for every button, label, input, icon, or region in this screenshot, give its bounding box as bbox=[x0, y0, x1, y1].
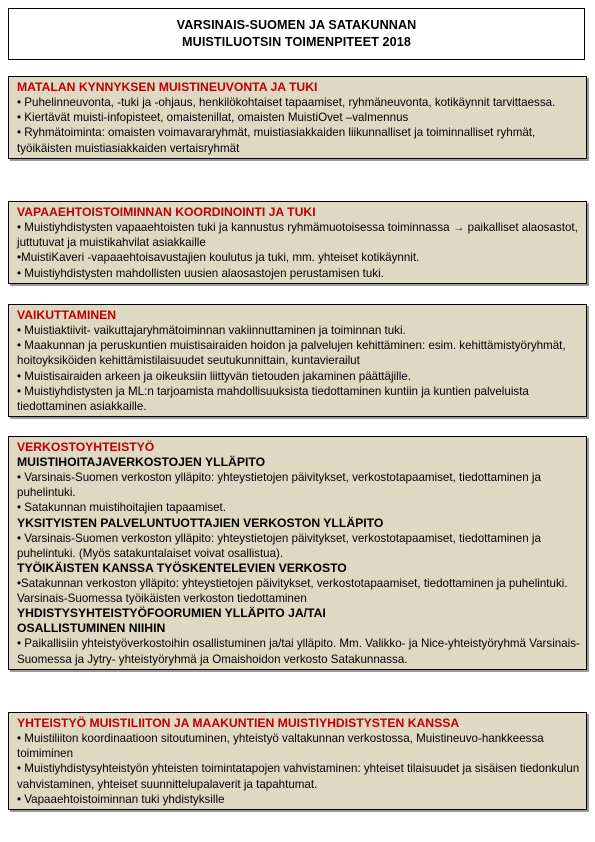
section-heading: YHTEISTYÖ MUISTILIITON JA MAAKUNTIEN MUISTIYHDISTYSTEN KANSSA bbox=[17, 716, 460, 730]
list-item: • Muistiyhdistysyhteistyön yhteisten toimintatapojen vahvistaminen: yhteiset tilaisuudet ja sisäisen tiedonkulun vahvistaminen, yhteiset suunnittelupalaverit ja tapahtumat. bbox=[17, 762, 580, 791]
section-heading: VERKOSTOYHTEISTYÖ bbox=[17, 440, 155, 454]
list-item: • Muistiyhdistysten ja ML:n tarjoamista mahdollisuuksista tiedottaminen kuntiin ja kuntien palveluista tiedottaminen asiakkaille. bbox=[17, 384, 529, 414]
section-heading: VAPAAEHTOISTOIMINNAN KOORDINOINTI JA TUKI bbox=[17, 205, 316, 219]
list-item: • Muistiaktiivit- vaikuttajaryhmätoiminnan vakiinnuttaminen ja toiminnan tuki. bbox=[17, 324, 406, 337]
subsection-heading: YKSITYISTEN PALVELUNTUOTTAJIEN VERKOSTON YLLÄPITO bbox=[17, 515, 384, 530]
list-item: • Muistisairaiden arkeen ja oikeuksiin liittyvän tietouden jakaminen päättäjille. bbox=[17, 369, 411, 383]
list-item: • Paikallisiin yhteistyöverkostoihin osallistuminen ja/tai ylläpito. Mm. Valikko- ja Nice-yhteistyöryhmä Varsinais-Suomessa ja Jytry- yhteistyöryhmä ja Omaishoidon verkosto Satakunnassa. bbox=[17, 637, 580, 666]
section-advocacy bbox=[8, 304, 587, 417]
list-item: • Kiertävät muisti-infopisteet, omaistenillat, omaisten MuistiOvet –valmennus bbox=[17, 111, 409, 125]
subsection-heading: TYÖIKÄISTEN KANSSA TYÖSKENTELEVIEN VERKOSTO bbox=[17, 561, 347, 576]
section-memory-association-cooperation bbox=[8, 712, 587, 810]
list-item: • Maakunnan ja peruskuntien muistisairaiden hoidon ja palvelujen kehittäminen: esim. kehittämistyöryhmät, hoitoyksiköiden kehittämistilaisuudet seutukunnittain, kuntavierailut bbox=[17, 339, 566, 368]
section-heading: MATALAN KYNNYKSEN MUISTINEUVONTA JA TUKI bbox=[17, 80, 318, 94]
section-low-threshold-support bbox=[8, 76, 587, 159]
list-item: • Ryhmätoiminta: omaisten voimavararyhmät, muistiasiakkaiden liikunnalliset ja toiminnalliset ryhmät, työikäisten muistiasiakkaiden vertaisryhmät bbox=[17, 126, 536, 155]
title-line-1: VARSINAIS-SUOMEN JA SATAKUNNAN bbox=[176, 18, 417, 32]
list-item: •MuistiKaveri -vapaaehtoisavustajien koulutus ja tuki, mm. yhteiset kotikäynnit. bbox=[17, 251, 420, 265]
list-item: • Muistiyhdistysten vapaaehtoisten tuki ja kannustus ryhmämuotoisessa toiminnassa → paikalliset alaosastot, juttutuvat ja muistikahvilat asiakkaille bbox=[17, 221, 578, 250]
list-item: • Satakunnan muistihoitajien tapaamiset. bbox=[17, 501, 227, 515]
list-item: • Puhelinneuvonta, -tuki ja -ohjaus, henkilökohtaiset tapaamiset, ryhmäneuvonta, kotikäynnit tarvittaessa. bbox=[17, 96, 556, 109]
section-network-cooperation bbox=[8, 436, 587, 670]
list-item: •Satakunnan verkoston ylläpito: yhteystietojen päivitykset, verkostotapaamiset, tiedottaminen ja puhelintuki. Varsinais-Suomessa työikäisten verkoston tiedottaminen bbox=[17, 577, 568, 606]
section-volunteer-coordination bbox=[8, 201, 587, 284]
list-item: • Muistiyhdistysten mahdollisten uusien alaosastojen perustamisen tuki. bbox=[17, 266, 384, 280]
subsection-heading: MUISTIHOITAJAVERKOSTOJEN YLLÄPITO bbox=[17, 455, 266, 469]
list-item: • Varsinais-Suomen verkoston ylläpito: yhteystietojen päivitykset, verkostotapaamiset, tiedottaminen ja puhelintuki. (Myös satakuntalaiset voivat osallistua). bbox=[17, 531, 541, 560]
list-item: • Varsinais-Suomen verkoston ylläpito: yhteystietojen päivitykset, verkostotapaamiset, tiedottaminen ja puhelintuki. bbox=[17, 471, 541, 500]
list-item: • Vapaaehtoistoiminnan tuki yhdistyksille bbox=[17, 792, 225, 806]
section-heading: VAIKUTTAMINEN bbox=[17, 308, 117, 322]
list-item: • Muistiliiton koordinaatioon sitoutuminen, yhteistyö valtakunnan verkostossa, Muistineuvo-hankkeessa toimiminen bbox=[17, 732, 544, 761]
subsection-heading: YHDISTYSYHTEISTYÖFOORUMIEN YLLÄPITO JA/TAI OSALLISTUMINEN NIIHIN bbox=[17, 606, 326, 636]
document-title-box bbox=[8, 8, 585, 60]
title-line-2: MUISTILUOTSIN TOIMENPITEET 2018 bbox=[182, 35, 411, 49]
